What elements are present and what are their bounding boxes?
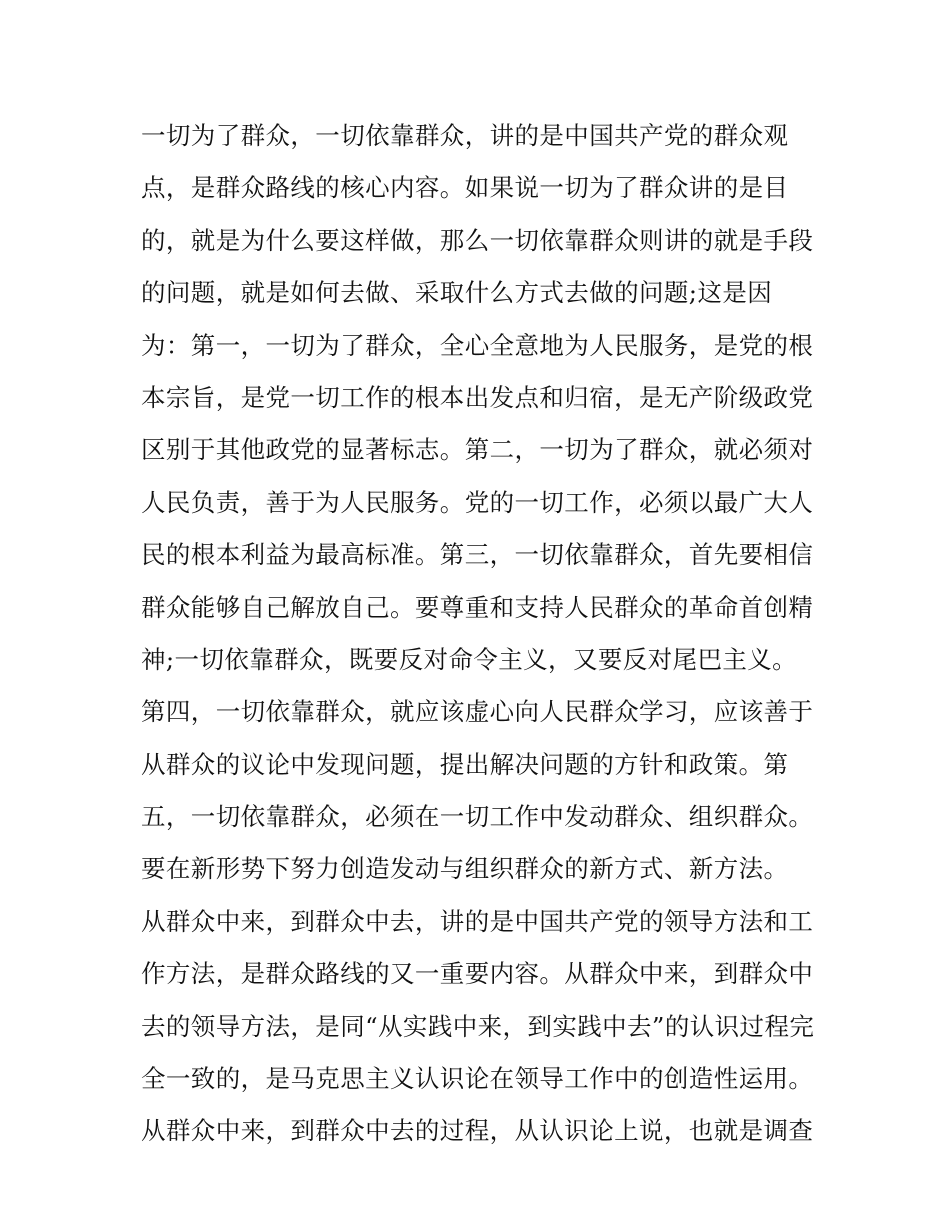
text-line: 第四，一切依靠群众，就应该虚心向人民群众学习，应该善于 <box>141 697 814 727</box>
text-line: 作方法，是群众路线的又一重要内容。从群众中来，到群众中 <box>141 959 814 989</box>
text-line: 的，就是为什么要这样做，那么一切依靠群众则讲的就是手段 <box>141 225 814 255</box>
text-line: 五，一切依靠群众，必须在一切工作中发动群众、组织群众。 <box>141 802 814 832</box>
text-line: 从群众的议论中发现问题，提出解决问题的方针和政策。第 <box>141 749 789 779</box>
body-text <box>141 110 821 1158</box>
text-line: 全一致的，是马克思主义认识论在领导工作中的创造性运用。 <box>141 1064 814 1094</box>
text-line: 的问题，就是如何去做、采取什么方式去做的问题;这是因 <box>141 278 773 308</box>
text-line: 民的根本利益为最高标准。第三，一切依靠群众，首先要相信 <box>141 540 814 570</box>
text-line: 人民负责，善于为人民服务。党的一切工作，必须以最广大人 <box>141 487 814 517</box>
text-line: 去的领导方法，是同“从实践中来，到实践中去”的认识过程完 <box>141 1011 815 1041</box>
text-line: 为：第一，一切为了群众，全心全意地为人民服务，是党的根 <box>141 330 814 360</box>
text-line: 要在新形势下努力创造发动与组织群众的新方式、新方法。 <box>141 854 789 884</box>
text-line: 从群众中来，到群众中去的过程，从认识论上说，也就是调查 <box>141 1116 814 1146</box>
text-line: 群众能够自己解放自己。要尊重和支持人民群众的革命首创精 <box>141 592 814 622</box>
text-line: 点，是群众路线的核心内容。如果说一切为了群众讲的是目 <box>141 173 789 203</box>
text-line: 神;一切依靠群众，既要反对命令主义，又要反对尾巴主义。 <box>141 644 798 674</box>
text-line: 区别于其他政党的显著标志。第二，一切为了群众，就必须对 <box>141 435 814 465</box>
text-line: 本宗旨，是党一切工作的根本出发点和归宿，是无产阶级政党 <box>141 382 814 412</box>
text-line: 一切为了群众，一切依靠群众，讲的是中国共产党的群众观 <box>141 121 789 150</box>
text-line: 从群众中来，到群众中去，讲的是中国共产党的领导方法和工 <box>141 906 814 936</box>
